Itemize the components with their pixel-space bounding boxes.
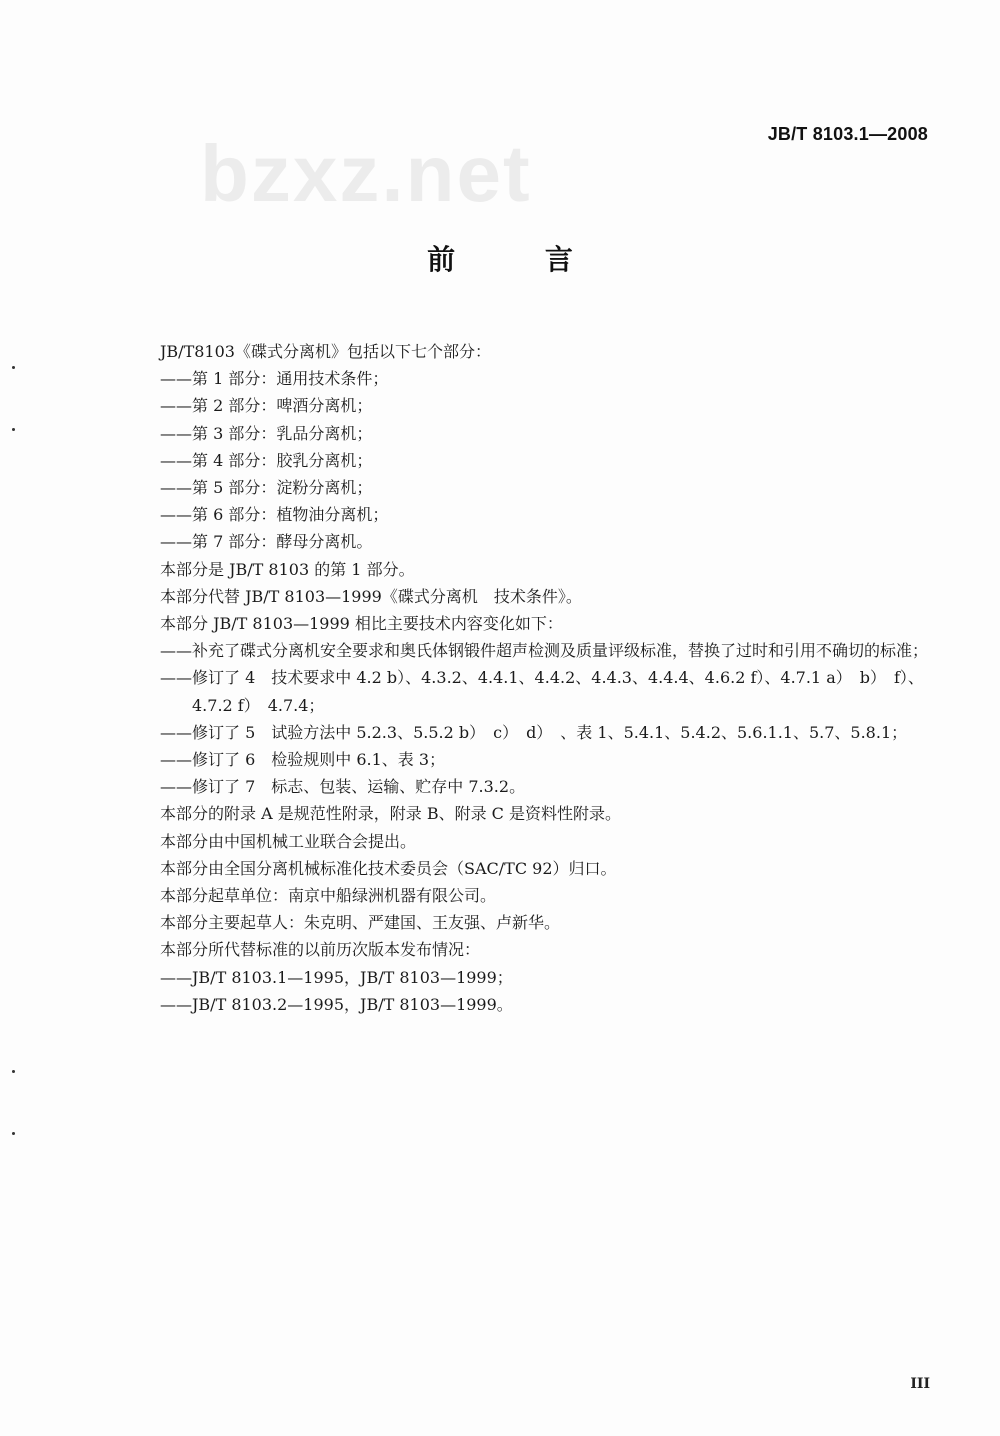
history-list: [160, 964, 935, 1018]
page-number: III: [910, 1376, 930, 1392]
part-5: 第 5 部分：淀粉分离机；: [192, 478, 373, 498]
part-2: 第 2 部分：啤酒分离机；: [192, 396, 373, 416]
list-item: [160, 664, 935, 718]
list-item: [160, 719, 935, 746]
change-5: 修订了 7 标志、包装、运输、贮存中 7.3.2。: [192, 777, 526, 797]
part-6: 第 6 部分：植物油分离机；: [192, 505, 389, 525]
list-item: [160, 746, 935, 773]
list-item: [160, 964, 935, 991]
list-item: [160, 392, 935, 419]
history-2: JB/T 8103.2—1995，JB/T 8103—1999。: [192, 994, 513, 1014]
dash: ——: [160, 641, 192, 661]
list-item: [160, 991, 935, 1018]
scan-speck: [12, 366, 15, 369]
part-4: 第 4 部分：胶乳分离机；: [192, 450, 373, 470]
dash: ——: [160, 967, 192, 987]
list-item: [160, 528, 935, 555]
scan-speck: [12, 1070, 15, 1073]
dash: ——: [160, 750, 192, 770]
intro-line: JB/T8103《碟式分离机》包括以下七个部分：: [160, 342, 491, 361]
part-1: 第 1 部分：通用技术条件；: [192, 369, 389, 389]
dash: ——: [160, 423, 192, 443]
history-1: JB/T 8103.1—1995，JB/T 8103—1999；: [192, 967, 513, 987]
dash: ——: [160, 450, 192, 470]
list-item: [160, 365, 935, 392]
list-item: [160, 474, 935, 501]
dash: ——: [160, 777, 192, 797]
statement-replace: 本部分代替 JB/T 8103—1999《碟式分离机 技术条件》。: [160, 586, 582, 606]
statement-centralized: 本部分由全国分离机械标准化技术委员会（SAC/TC 92）归口。: [160, 858, 617, 878]
dash: ——: [160, 478, 192, 498]
change-3: 修订了 5 试验方法中 5.2.3、5.5.2 b） c） d） 、表 1、5.4.1、5.4.2、5.6.1.1、5.7、5.8.1；: [192, 722, 908, 742]
dash: ——: [160, 668, 192, 688]
part-3: 第 3 部分：乳品分离机；: [192, 423, 373, 443]
scan-speck: [12, 428, 15, 431]
page-title: 前 言: [427, 243, 613, 276]
part-7: 第 7 部分：酵母分离机。: [192, 532, 373, 552]
dash: ——: [160, 722, 192, 742]
statement-changes: 本部分 JB/T 8103—1999 相比主要技术内容变化如下：: [160, 614, 563, 634]
change-1: 补充了碟式分离机安全要求和奥氏体钢锻件超声检测及质量评级标准，替换了过时和引用不确切的标准；: [192, 641, 929, 661]
dash: ——: [160, 369, 192, 389]
dash: ——: [160, 396, 192, 416]
dash: ——: [160, 532, 192, 552]
statement-annex: 本部分的附录 A 是规范性附录，附录 B、附录 C 是资料性附录。: [160, 804, 621, 824]
dash: ——: [160, 994, 192, 1014]
statement-drafters: 本部分主要起草人：朱克明、严建国、王友强、卢新华。: [160, 913, 561, 933]
change-2: 修订了 4 技术要求中 4.2 b）、4.3.2、4.4.1、4.4.2、4.4.3、4.4.4、4.6.2 f）、4.7.1 a） b） f）、4.7.2 f） 4.7.4；: [192, 668, 924, 715]
parts-list: [160, 365, 935, 555]
changes-list: [160, 637, 935, 800]
statement-drafting-unit: 本部分起草单位：南京中船绿洲机器有限公司。: [160, 886, 497, 906]
statement-part: 本部分是 JB/T 8103 的第 1 部分。: [160, 559, 415, 579]
list-item: [160, 501, 935, 528]
standard-number: JB/T 8103.1—2008: [767, 124, 928, 144]
list-item: [160, 420, 935, 447]
scan-speck: [12, 1132, 15, 1135]
list-item: [160, 773, 935, 800]
foreword-body: [160, 338, 935, 1018]
change-4: 修订了 6 检验规则中 6.1、表 3；: [192, 750, 446, 770]
statement-proposed: 本部分由中国机械工业联合会提出。: [160, 831, 417, 851]
watermark: bzxz.net: [200, 129, 532, 218]
dash: ——: [160, 505, 192, 525]
list-item: [160, 447, 935, 474]
statement-history: 本部分所代替标准的以前历次版本发布情况：: [160, 940, 481, 960]
list-item: [160, 637, 935, 664]
